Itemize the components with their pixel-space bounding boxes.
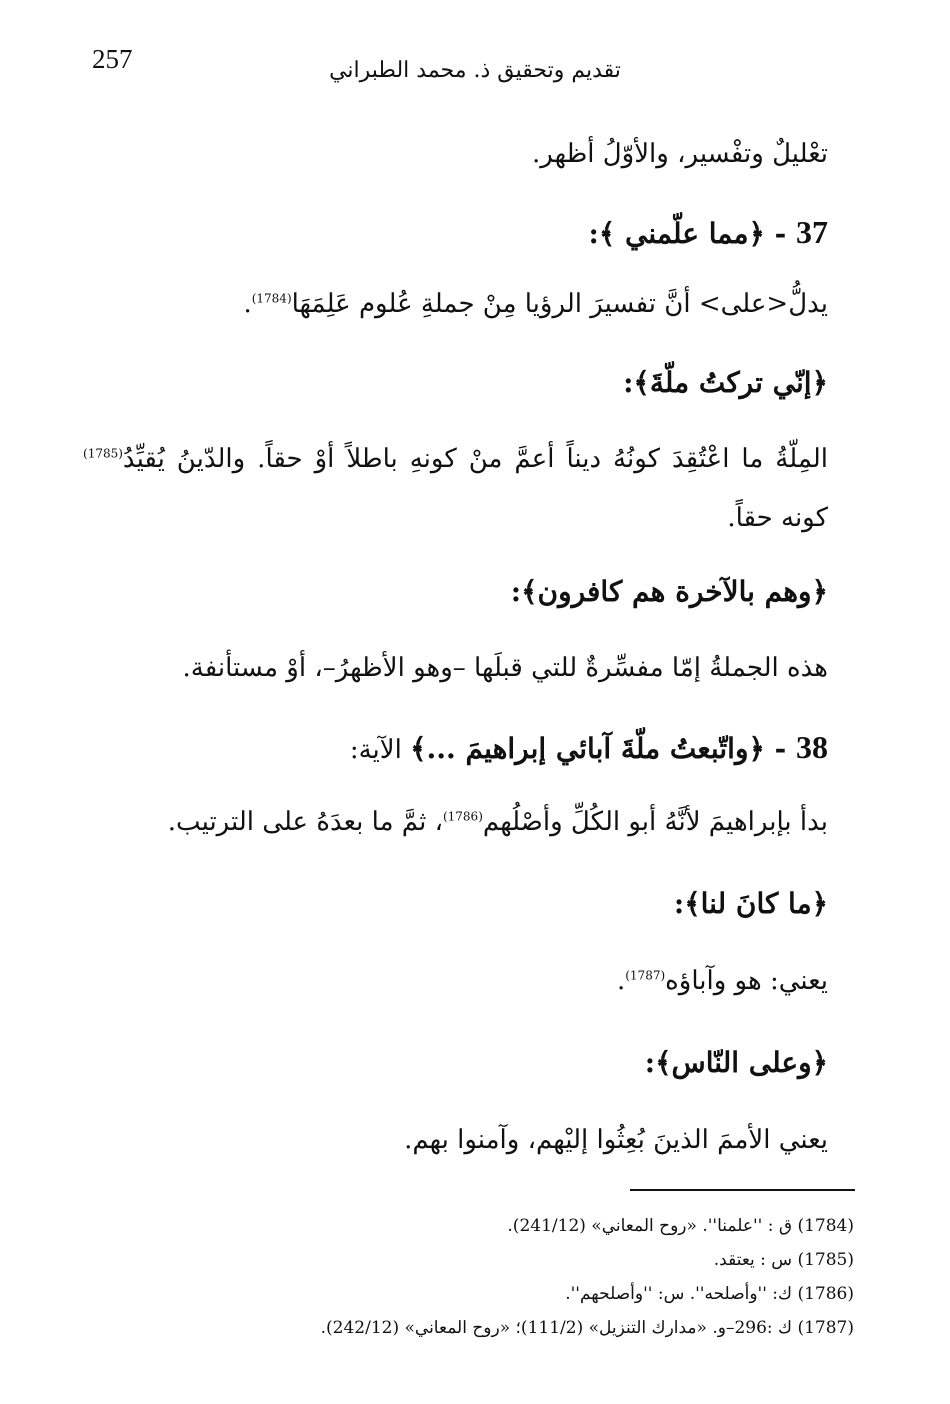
- body-line-yani-2: يعني الأممَ الذينَ بُعِثُوا إليْهم، وآمنوا بهم.: [404, 1125, 828, 1155]
- verse-heading-inni: [623, 365, 828, 401]
- body-text: يدلُّ<على> أنَّ تفسيرَ الرؤيا مِنْ جملةِ عُلوم عَلِمَهَا: [291, 289, 828, 319]
- body-text: ، ثمَّ ما بعدَهُ على الترتيب.: [167, 807, 443, 837]
- footnote-1784: (1784) ق : ''علمنا''. «روح المعاني» (241/12).: [507, 1216, 854, 1236]
- heading-colon: :: [673, 887, 685, 920]
- heading-colon: :: [588, 217, 599, 250]
- body-paragraph-milla: [83, 430, 828, 548]
- body-line-hadhihi: هذه الجملةُ إمّا مفسِّرةٌ للتي قبلَها –وهو الأظهرُ–، أوْ مستأنفة.: [182, 653, 828, 683]
- footnote-separator: [630, 1189, 855, 1191]
- heading-colon: :: [644, 1046, 656, 1079]
- page-number: 257: [92, 44, 133, 74]
- body-line-yadull: [243, 288, 828, 322]
- running-header: تقديم وتحقيق ذ. محمد الطبراني: [329, 58, 621, 83]
- verse-heading-38: [350, 727, 828, 769]
- quran-verse: ﴿ما كانَ لنا﴾: [684, 887, 828, 920]
- sentence-end: .: [243, 289, 252, 319]
- verse-heading-37: [589, 212, 828, 254]
- body-line-taalil: تعْليلٌ وتفْسير، والأوّلُ أظهر.: [531, 139, 828, 169]
- body-text: المِلّةُ ما اعْتُقِدَ كونُهُ ديناً أعمَّ منْ كونهِ باطلاً أوْ حقاً. والدّينُ يُقيِّدُ: [122, 444, 828, 474]
- body-line-yani-1: [617, 965, 828, 999]
- verse-number: 38: [796, 729, 828, 765]
- sentence-end: .: [616, 966, 626, 996]
- verse-heading-wahum: [511, 574, 828, 610]
- verse-heading-makana: [674, 886, 828, 922]
- footnote-1787: (1787) ك :296–و. «مدارك التنزيل» (111/2)؛ «روح المعاني» (242/12).: [320, 1318, 854, 1338]
- quran-verse: ﴿مما علّمني ﴾: [598, 217, 765, 250]
- footnote-1786: (1786) ك: ''وأصلحه''. س: ''وأصلحهم''.: [565, 1284, 854, 1304]
- footnote-1785: (1785) س : يعتقد.: [713, 1250, 854, 1270]
- body-text: يعني: هو وآباؤه: [665, 966, 828, 996]
- footnote-ref: (1785): [83, 446, 123, 461]
- quran-verse: ﴿وهم بالآخرة هم كافرون﴾: [521, 575, 828, 608]
- body-line-bada: [168, 806, 828, 840]
- footnote-ref: (1784): [251, 291, 292, 306]
- verse-number: 37: [796, 214, 828, 250]
- body-text: بدأ بإبراهيمَ لأنَّهُ أبو الكُلِّ وأصْلُهم: [482, 807, 828, 837]
- heading-colon: :: [510, 575, 522, 608]
- heading-tail: الآية:: [349, 735, 411, 765]
- verse-dash: -: [774, 732, 787, 765]
- quran-verse: ﴿واتّبعتُ ملّةَ آبائي إبراهيمَ ...﴾: [410, 732, 765, 765]
- footnote-ref: (1787): [625, 968, 666, 983]
- quran-verse: ﴿وعلى النّاس﴾: [655, 1046, 828, 1079]
- verse-dash: -: [774, 217, 787, 250]
- footnote-ref: (1786): [442, 809, 483, 824]
- quran-verse: ﴿إنّي تركتُ ملّةَ﴾: [633, 366, 828, 399]
- body-text: كونه حقاً.: [727, 503, 828, 533]
- heading-colon: :: [623, 366, 634, 399]
- verse-heading-waala: [645, 1045, 828, 1081]
